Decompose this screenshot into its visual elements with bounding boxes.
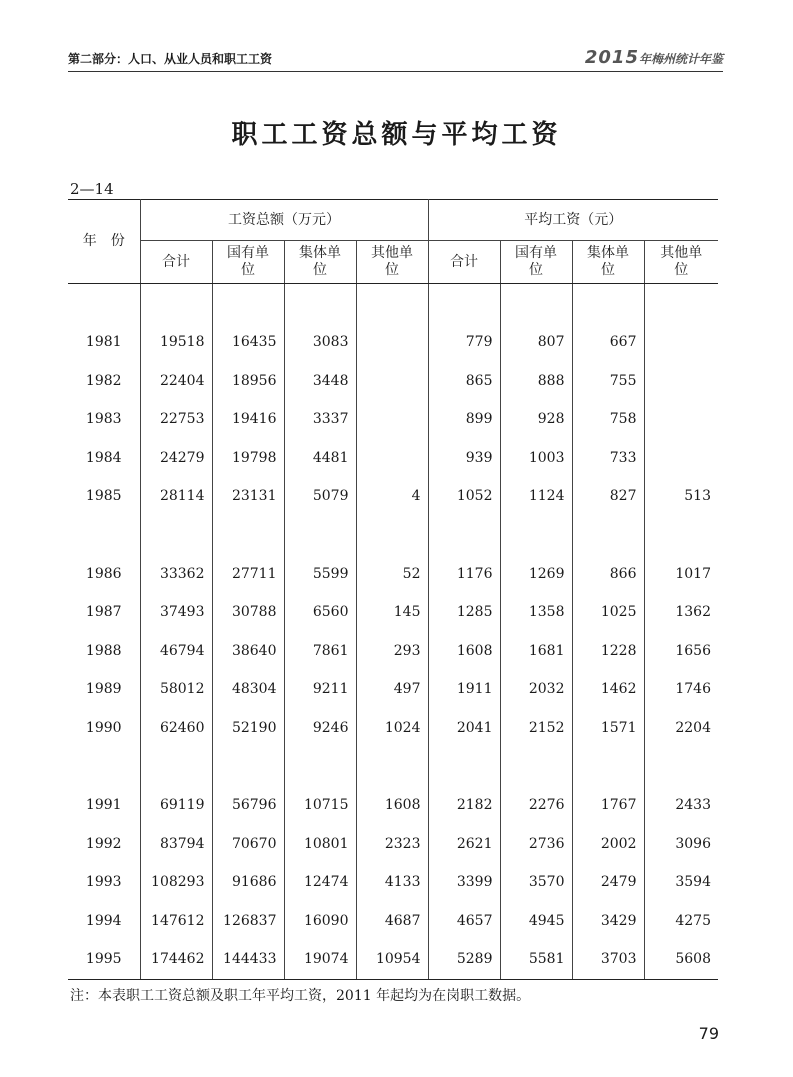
value-cell: 69119 [140,786,212,825]
value-cell: 145 [356,593,428,632]
value-cell: 5608 [644,940,718,979]
value-cell: 866 [572,555,644,594]
table-row [68,902,718,941]
value-cell [356,323,428,362]
value-cell: 23131 [212,477,284,516]
value-cell: 899 [428,400,500,439]
value-cell: 939 [428,439,500,478]
page-title: 职工工资总额与平均工资 [231,120,562,150]
value-cell: 33362 [140,555,212,594]
year-cell: 1984 [68,439,140,478]
value-cell: 3570 [500,863,572,902]
yearbook-year: 2015 [584,47,639,68]
value-cell: 1358 [500,593,572,632]
value-cell [644,362,718,401]
spacer-cell [356,516,428,555]
subcolumn-header-line: 合计 [162,253,190,270]
spacer-cell [284,284,356,324]
value-cell: 2204 [675,719,711,736]
value-cell: 58012 [140,670,212,709]
value-cell: 10954 [356,940,428,979]
year-cell: 1994 [68,902,140,941]
value-cell: 4133 [356,863,428,902]
value-cell: 293 [356,632,428,671]
year-cell: 1993 [68,863,140,902]
value-cell: 7861 [284,632,356,671]
value-cell: 4945 [500,902,572,941]
value-cell: 1608 [428,632,500,671]
value-cell [644,323,718,362]
value-cell: 56796 [212,786,284,825]
value-cell: 513 [684,488,711,505]
value-cell: 2276 [500,786,572,825]
spacer-cell [140,516,212,555]
value-cell: 48304 [212,670,284,709]
value-cell: 3448 [284,362,356,401]
subcolumn-header-line: 位 [601,262,615,278]
spacer-row [68,284,718,324]
value-cell: 10715 [284,786,356,825]
total-wages-group-header: 工资总额（万元） [140,200,428,241]
value-cell [356,400,428,439]
value-cell: 888 [500,362,572,401]
value-cell: 5581 [500,940,572,979]
value-cell: 497 [356,670,428,709]
subcolumn-header-line: 位 [674,262,689,278]
value-cell: 19416 [212,400,284,439]
spacer-cell [212,284,284,324]
table-row [68,323,718,362]
value-cell: 70670 [212,825,284,864]
value-cell: 1285 [428,593,500,632]
subcolumn-header-line: 位 [385,262,399,278]
value-cell: 667 [572,323,644,362]
yearbook-label [585,47,723,68]
year-cell: 1989 [68,670,140,709]
value-cell: 865 [428,362,500,401]
value-cell: 1003 [500,439,572,478]
table-row [68,362,718,401]
value-cell: 4481 [284,439,356,478]
spacer-cell [644,516,718,555]
spacer-cell [572,747,644,786]
table-row [68,825,718,864]
value-cell: 1571 [572,709,644,748]
subcolumn-header-line: 位 [313,262,327,278]
value-cell: 1681 [500,632,572,671]
spacer-cell [644,747,718,786]
table-row [68,709,718,748]
spacer-cell [284,516,356,555]
average-wage-group-header: 平均工资（元） [428,200,718,241]
value-cell: 5289 [428,940,500,979]
value-cell: 2182 [428,786,500,825]
value-cell: 2736 [500,825,572,864]
spacer-cell [428,747,500,786]
spacer-cell [284,747,356,786]
subcolumn-header-line: 合计 [450,253,478,270]
subcolumn-header-line: 其他单 [660,245,703,261]
value-cell: 1746 [675,681,711,698]
page-header [68,47,723,72]
value-cell: 1362 [675,604,711,621]
value-cell: 1176 [428,555,500,594]
value-cell: 1124 [500,477,572,516]
spacer-cell [572,284,644,324]
value-cell: 30788 [212,593,284,632]
value-cell: 3429 [572,902,644,941]
spacer-cell [68,516,140,555]
value-cell: 16090 [284,902,356,941]
spacer-cell [572,516,644,555]
year-cell: 1987 [68,593,140,632]
wage-table-container [68,199,718,980]
table-row [68,632,718,671]
table-body [68,284,718,980]
year-cell: 1991 [68,786,140,825]
value-cell: 1608 [356,786,428,825]
value-cell: 5599 [284,555,356,594]
value-cell: 2621 [428,825,500,864]
subcolumn-header [212,241,284,284]
spacer-cell [644,284,718,324]
table-row [68,477,718,516]
value-cell: 19518 [140,323,212,362]
year-cell: 1995 [68,940,140,979]
value-cell: 91686 [212,863,284,902]
table-footnote: 注：本表职工工资总额及职工年平均工资，2011 年起均为在岗职工数据。 [70,988,531,1004]
value-cell: 3594 [675,874,711,891]
year-column-header: 年 份 [68,200,140,284]
year-cell: 1982 [68,362,140,401]
value-cell: 1269 [500,555,572,594]
value-cell: 37493 [140,593,212,632]
subcolumn-header-line: 位 [529,262,543,278]
year-cell: 1981 [68,323,140,362]
value-cell: 22404 [140,362,212,401]
subcolumn-header-line: 位 [241,262,255,278]
spacer-cell [212,516,284,555]
value-cell: 1017 [675,565,711,582]
value-cell [356,362,428,401]
subcolumn-header-line: 集体单 [299,245,341,261]
subcolumn-header [428,241,500,284]
spacer-cell [428,284,500,324]
value-cell: 733 [572,439,644,478]
spacer-cell [428,516,500,555]
spacer-cell [500,516,572,555]
value-cell: 83794 [140,825,212,864]
value-cell: 1052 [428,477,500,516]
spacer-cell [500,747,572,786]
table-row [68,400,718,439]
value-cell: 16435 [212,323,284,362]
value-cell: 38640 [212,632,284,671]
value-cell: 28114 [140,477,212,516]
value-cell: 4687 [356,902,428,941]
subcolumn-header-line: 国有单 [227,245,269,261]
subcolumn-header-line: 国有单 [515,245,557,261]
value-cell: 62460 [140,709,212,748]
value-cell: 2479 [572,863,644,902]
spacer-cell [68,747,140,786]
spacer-row [68,516,718,555]
value-cell: 12474 [284,863,356,902]
value-cell: 27711 [212,555,284,594]
table-row [68,863,718,902]
value-cell: 758 [572,400,644,439]
value-cell: 3703 [572,940,644,979]
value-cell: 1911 [428,670,500,709]
value-cell: 2041 [428,709,500,748]
subcolumn-header [284,241,356,284]
value-cell: 46794 [140,632,212,671]
value-cell: 5079 [284,477,356,516]
year-cell: 1983 [68,400,140,439]
value-cell: 2152 [500,709,572,748]
value-cell: 928 [500,400,572,439]
value-cell: 827 [572,477,644,516]
year-cell: 1992 [68,825,140,864]
value-cell: 807 [500,323,572,362]
value-cell: 3096 [675,835,711,852]
year-cell: 1988 [68,632,140,671]
subcolumn-header [140,241,212,284]
spacer-cell [140,284,212,324]
year-cell: 1985 [68,477,140,516]
spacer-cell [68,284,140,324]
value-cell: 3337 [284,400,356,439]
value-cell: 52190 [212,709,284,748]
yearbook-name: 年梅州统计年鉴 [638,52,723,66]
value-cell: 755 [572,362,644,401]
value-cell: 144433 [212,940,284,979]
table-row [68,786,718,825]
table-row [68,940,718,979]
table-number: 2—14 [70,180,114,198]
value-cell: 779 [428,323,500,362]
table-row [68,439,718,478]
value-cell: 4657 [428,902,500,941]
value-cell: 19798 [212,439,284,478]
value-cell [356,439,428,478]
value-cell: 1025 [572,593,644,632]
value-cell: 3399 [428,863,500,902]
subcolumn-header [500,241,572,284]
spacer-cell [356,284,428,324]
value-cell: 9211 [284,670,356,709]
section-title: 第二部分：人口、从业人员和职工工资 [68,52,273,66]
spacer-cell [212,747,284,786]
value-cell: 10801 [284,825,356,864]
subcolumn-header-line: 其他单 [371,245,413,261]
value-cell: 4 [356,477,428,516]
subcolumn-header [572,241,644,284]
value-cell: 147612 [140,902,212,941]
spacer-row [68,747,718,786]
table-row [68,555,718,594]
value-cell: 126837 [212,902,284,941]
value-cell: 22753 [140,400,212,439]
subcolumn-header-line: 集体单 [587,245,629,261]
value-cell: 174462 [140,940,212,979]
value-cell: 1656 [675,642,711,659]
value-cell: 18956 [212,362,284,401]
value-cell: 1228 [572,632,644,671]
value-cell [644,400,718,439]
year-cell: 1990 [68,709,140,748]
subcolumn-header [644,241,718,284]
value-cell: 9246 [284,709,356,748]
page-number: 79 [698,1024,719,1043]
table-header [68,200,718,284]
value-cell: 1767 [572,786,644,825]
value-cell: 24279 [140,439,212,478]
value-cell: 1462 [572,670,644,709]
value-cell: 1024 [356,709,428,748]
spacer-cell [356,747,428,786]
subcolumn-header [356,241,428,284]
value-cell [644,439,718,478]
value-cell: 52 [356,555,428,594]
spacer-cell [500,284,572,324]
value-cell: 2032 [500,670,572,709]
table-row [68,670,718,709]
value-cell: 108293 [140,863,212,902]
value-cell: 2323 [356,825,428,864]
value-cell: 4275 [675,912,711,929]
value-cell: 2433 [675,797,711,814]
spacer-cell [140,747,212,786]
value-cell: 2002 [572,825,644,864]
value-cell: 19074 [284,940,356,979]
table-row [68,593,718,632]
value-cell: 6560 [284,593,356,632]
wage-table [68,199,718,980]
year-cell: 1986 [68,555,140,594]
value-cell: 3083 [284,323,356,362]
